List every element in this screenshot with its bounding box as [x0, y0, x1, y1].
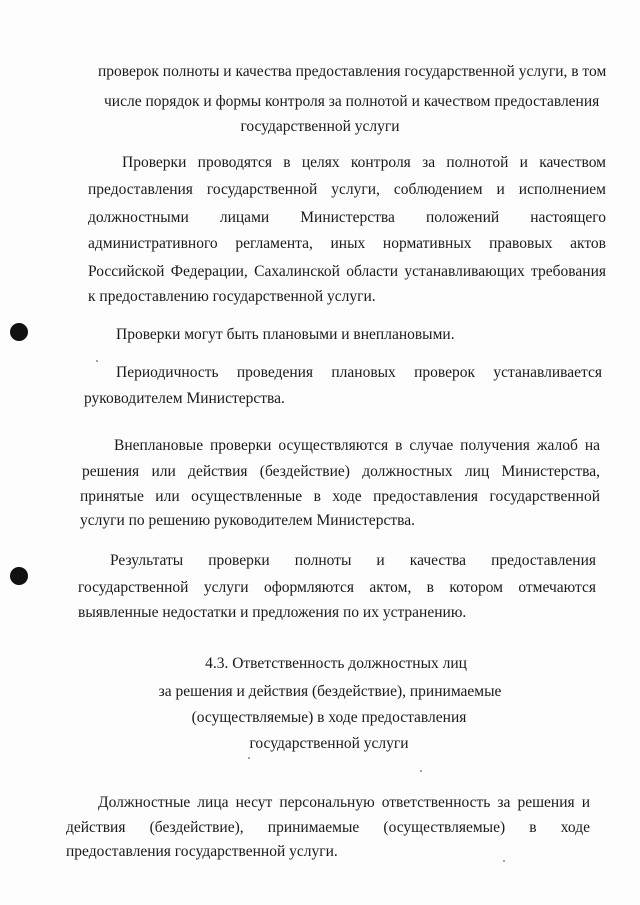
paragraph-line: руководителем Министерства. — [84, 390, 285, 407]
paragraph-line: действия (бездействие), принимаемые (осуществляемые) в ходе — [66, 819, 590, 836]
intro-heading-line: проверок полноты и качества предоставления государственной услуги, в том — [98, 63, 607, 80]
paragraph-line: выявленные недостатки и предложения по их устранению. — [78, 604, 467, 621]
paragraph-line: Результаты проверки полноты и качества предоставления — [110, 552, 596, 569]
punch-hole-top — [10, 323, 28, 341]
section-heading-line: государственной услуги — [249, 735, 409, 752]
section-heading-line: за решения и действия (бездействие), принимаемые — [158, 683, 502, 700]
paragraph-line: Проверки могут быть плановыми и внеплановыми. — [116, 326, 455, 343]
scan-speck — [248, 757, 250, 759]
paragraph-line: административного регламента, иных нормативных правовых актов — [88, 235, 606, 252]
paragraph-line: Должностные лица несут персональную ответственность за решения и — [98, 794, 590, 811]
paragraph-line: решения или действия (бездействие) должностных лиц Министерства, — [82, 463, 600, 480]
paragraph-line: к предоставлению государственной услуги. — [88, 288, 376, 305]
intro-heading-line: числе порядок и формы контроля за полнотой и качеством предоставления — [104, 93, 600, 110]
section-heading-line: 4.3. Ответственность должностных лиц — [205, 655, 467, 672]
section-heading-line: (осуществляемые) в ходе предоставления — [191, 709, 467, 726]
paragraph-line: Проверки проводятся в целях контроля за полнотой и качеством — [122, 154, 606, 171]
punch-hole-bottom — [10, 567, 28, 585]
paragraph-line: должностными лицами Министерства положений настоящего — [88, 209, 606, 226]
paragraph-line: Российской Федерации, Сахалинской области устанавливающих требования — [88, 263, 606, 280]
scan-speck — [96, 360, 98, 362]
intro-heading-line: государственной услуги — [240, 118, 400, 135]
scan-speck — [503, 860, 505, 862]
paragraph-line: Периодичность проведения плановых проверок устанавливается — [116, 364, 602, 381]
paragraph-line: услуги по решению руководителем Министерства. — [80, 512, 415, 529]
paragraph-line: предоставления государственной услуги, соблюдением и исполнением — [88, 181, 606, 198]
paragraph-line: Внеплановые проверки осуществляются в случае получения жалоб на — [114, 437, 600, 454]
paragraph-line: принятые или осуществленные в ходе предоставления государственной — [80, 488, 600, 505]
paragraph-line: предоставления государственной услуги. — [66, 843, 338, 860]
scan-speck — [420, 770, 422, 772]
paragraph-line: государственной услуги оформляются актом, в котором отмечаются — [78, 579, 596, 596]
